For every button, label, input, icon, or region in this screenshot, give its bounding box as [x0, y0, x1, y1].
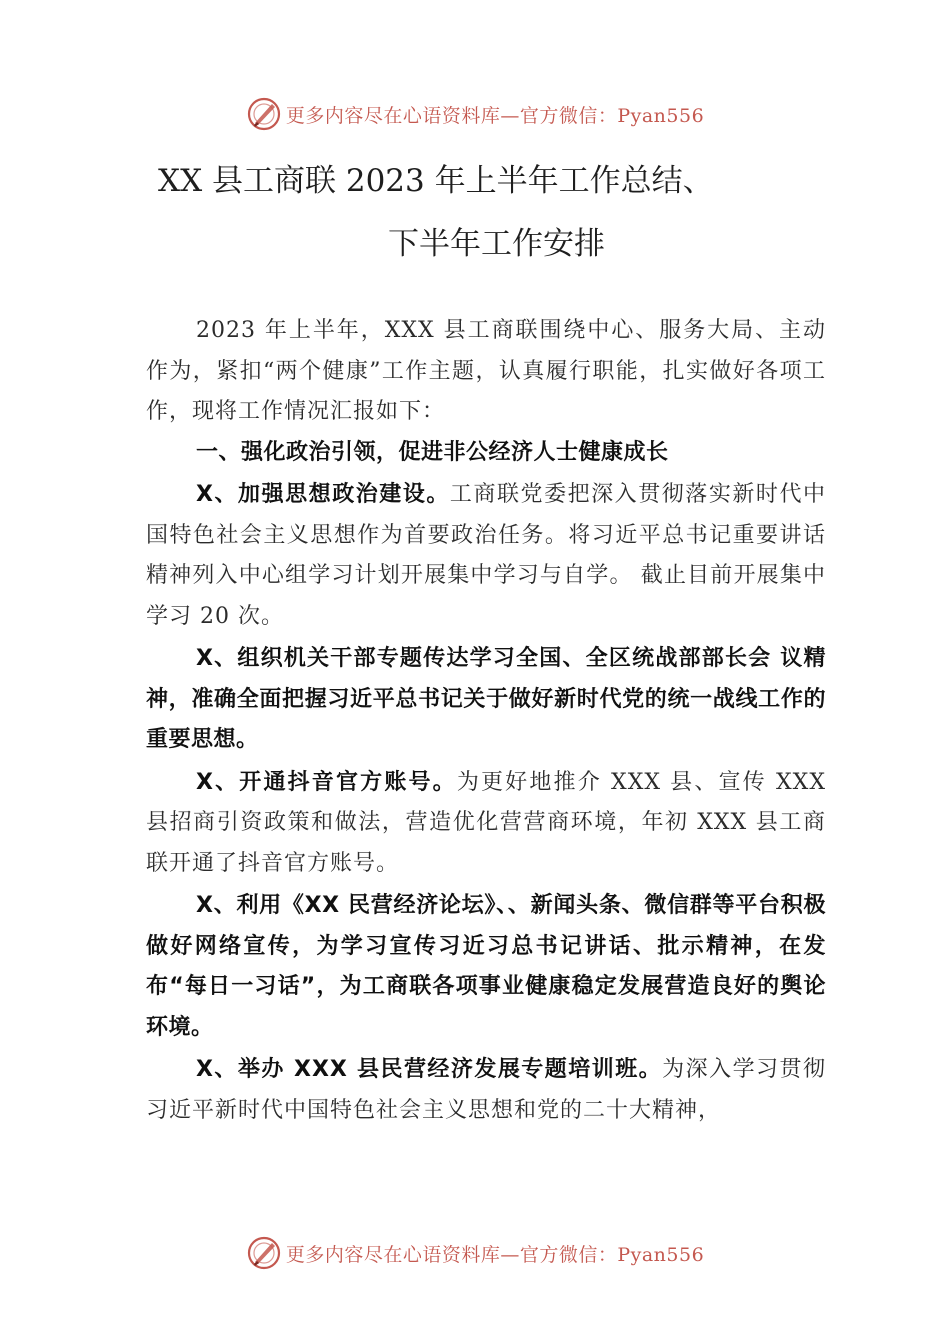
watermark-text: 更多内容尽在心语资料库—官方微信：Pyan556: [285, 1243, 705, 1266]
brush-logo-icon: [246, 1235, 282, 1271]
item-1-lead: X、加强思想政治建设。: [196, 482, 450, 507]
item-4-paragraph: X、利用《XX 民营经济论坛》、、新闻头条、微信群等平台积极做好网络宣传，为学习宣传习近习总书记讲话、批示精神，在发布“每日一习话”，为工商联各项事业健康稳定发展营造良好的舆论环境。: [146, 893, 826, 1040]
document-body: [146, 311, 826, 1131]
watermark-footer: [0, 1233, 950, 1273]
watermark-text: 更多内容尽在心语资料库—官方微信：Pyan556: [285, 104, 705, 127]
intro-paragraph: 2023 年上半年，XXX 县工商联围绕中心、服务大局、主动作为，紧扣“两个健康”工作主题，认真履行职能，扎实做好各项工作，现将工作情况汇报如下：: [146, 318, 826, 424]
item-5-paragraph: [146, 1050, 826, 1131]
item-3-paragraph: [146, 763, 826, 885]
item-3-body: 为更好地推介 XXX 县、宣传 XXX 县招商引资政策和做法，营造优化营营商环境，年初 XXX 县工商联开通了抖音官方账号。: [146, 769, 827, 876]
item-1-paragraph: [146, 475, 826, 637]
item-1-body: 工商联党委把深入贯彻落实新时代中国特色社会主义思想作为首要政治任务。将习近平总书记重要讲话精神列入中心组学习计划开展集中学习与自学。 截止目前开展集中学习 20 次。: [146, 482, 826, 629]
item-5-body: 为深入学习贯彻习近平新时代中国特色社会主义思想和党的二十大精神，: [146, 1057, 826, 1123]
item-2-paragraph: X、组织机关干部专题传达学习全国、全区统战部部长会 议精神，准确全面把握习近平总书记关于做好新时代党的统一战线工作的重要思想。: [146, 646, 826, 752]
brush-logo-icon: [246, 96, 282, 132]
document-title-line2: 下半年工作安排: [388, 226, 605, 262]
document-title-line1: XX 县工商联 2023 年上半年工作总结、: [158, 163, 714, 199]
item-5-lead: X、举办 XXX 县民营经济发展专题培训班。: [196, 1057, 663, 1082]
watermark-header: [0, 94, 950, 134]
item-3-lead: X、开通抖音官方账号。: [196, 769, 457, 795]
section-heading-1: 一、强化政治引领，促进非公经济人士健康成长: [196, 439, 669, 465]
